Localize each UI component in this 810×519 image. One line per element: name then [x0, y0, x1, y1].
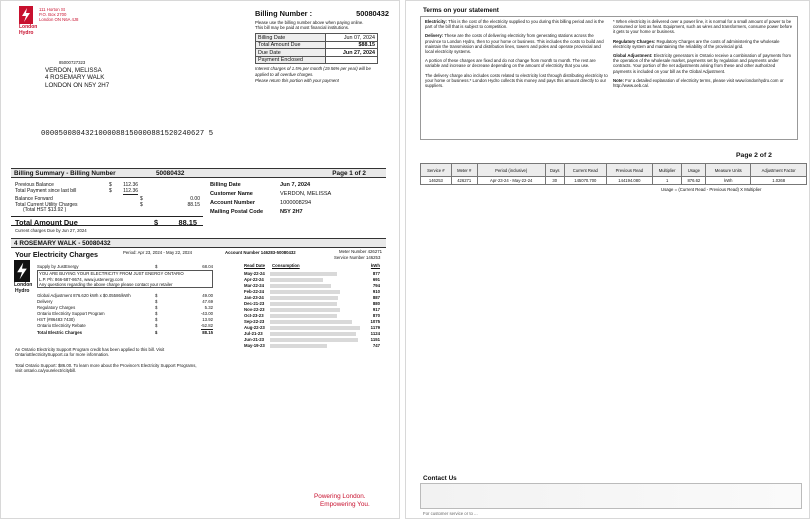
billing-summary-header	[11, 168, 386, 178]
usage-date: Mar-22-24	[244, 283, 265, 288]
billing-summary-table	[255, 33, 378, 64]
billing-number-box	[255, 9, 389, 83]
usage-rows	[244, 271, 384, 351]
page-2-indicator: Page 2 of 2	[736, 152, 772, 159]
chart-header-kwh: kWh	[370, 263, 380, 268]
term-fixed-portion: A portion of these charges are fixed and do not change from month to month. The rest are variable and increase or decrease depending on the amount of electricity that you use.	[425, 58, 596, 69]
institution-note: This bill may be paid at most financial institutions.	[255, 25, 350, 31]
billing-number-label: Billing Number :	[255, 9, 313, 18]
service-address-header: 4 ROSEMARY WALK - 50080432	[11, 238, 386, 248]
usage-date: Jan-23-24	[244, 295, 264, 300]
usage-date: Aug-22-23	[244, 325, 265, 330]
page-indicator: Page 1 of 2	[332, 170, 366, 177]
meter-read-table	[420, 163, 807, 185]
usage-date: Apr-22-24	[244, 277, 264, 282]
charge-line: Delivery $ 47.69	[37, 299, 213, 305]
usage-row	[244, 319, 384, 324]
hst-note: (Total HST $13.92 )	[23, 207, 67, 213]
terms-left-column	[425, 19, 608, 88]
usage-date: May-22-24	[244, 271, 265, 276]
contact-us-title: Contact Us	[423, 475, 457, 482]
term-regulatory: Regulatory Charges: Regulatory Charges are the costs of administering the wholesale electricity system and maintaining the reliability of the provincial grid.	[613, 38, 780, 49]
usage-formula-note: Usage = (Current Read - Previous Read) X Multiplier	[661, 187, 762, 192]
recipient-address: VERDON, MELISSA 4 ROSEMARY WALK LONDON ON N5Y 2H7	[45, 67, 110, 89]
customer-info	[210, 181, 331, 217]
oesp-note: An Ontario Electricity Support Program credit has been applied to this bill. Visit OntarioElectricitySupport.ca for more information.	[15, 347, 165, 358]
usage-row	[244, 343, 384, 348]
usage-kwh: 691	[372, 277, 380, 282]
meter-table-row: 146253 426271 Apr-23-24 - May-22-24 30 145070.700 144194.080 1 876.62 kWh 1.0268	[421, 177, 807, 185]
usage-bar	[270, 290, 340, 294]
usage-row	[244, 295, 384, 300]
term-delivery: Delivery: These are the costs of delivering electricity from generating stations across the province to London Hydro, then to your home or business. This includes the costs to build and maintain the transmission and distribution lines, towers and poles and operate provincial and local electricity systems.	[425, 33, 604, 55]
chart-header-consumption: Consumption	[272, 263, 300, 268]
usage-kwh: 1075	[370, 319, 380, 324]
usage-date: Oct-23-23	[244, 313, 264, 318]
retailer-box: YOU ARE BUYING YOUR ELECTRICITY FROM JUST ENERGY ONTARIO L.P. Ph: 866-587-8674, www.justenergy.com Any questions regarding the above charge please contact your retailer	[37, 270, 213, 288]
usage-kwh: 870	[372, 313, 380, 318]
lightning-icon	[14, 260, 30, 282]
usage-date: Nov-22-23	[244, 307, 265, 312]
balance-summary	[15, 182, 200, 213]
usage-kwh: 887	[372, 295, 380, 300]
account-ref: 85000727323	[59, 60, 86, 65]
billing-number-value: 50080432	[356, 9, 389, 18]
usage-date: Jun-21-23	[244, 337, 265, 342]
service-number: Service Number 146253	[334, 255, 381, 260]
summary-number: 50080432	[156, 170, 185, 177]
usage-row	[244, 313, 384, 318]
usage-row	[244, 301, 384, 306]
balance-forward-row: Balance Forward $ 0.00	[15, 195, 200, 202]
total-amount-due: Total Amount Due $ 88.15	[11, 216, 203, 226]
usage-date: Feb-22-24	[244, 289, 265, 294]
usage-row	[244, 337, 384, 342]
term-global-adjustment: Global Adjustment: Electricity generators in Ontario receive a combination of payments from the operation of the wholesale market, payments set by regulation and payments under contracts. Your portion of the net adjustments arising from these and other authorized payments is included on your bill as the Global Adjustment.	[613, 53, 791, 74]
usage-bar	[270, 314, 337, 318]
usage-row	[244, 277, 384, 282]
terms-box	[420, 16, 798, 140]
usage-kwh: 1124	[370, 331, 380, 336]
usage-row	[244, 325, 384, 330]
usage-bar	[270, 320, 352, 324]
chart-header-date: Read Date	[244, 263, 266, 268]
current-due-note: Current charges Due by Jun 27, 2024	[15, 228, 87, 233]
usage-kwh: 880	[372, 301, 380, 306]
contact-footer: For customer service or to ...	[423, 511, 478, 516]
usage-kwh: 1151	[370, 337, 380, 342]
payment-enclosed-field[interactable]	[326, 56, 378, 64]
lightning-icon	[19, 6, 33, 24]
bill-page-2	[405, 0, 810, 519]
usage-bar	[270, 326, 360, 330]
oesp-total-note: Total Ontario Support: $86.00. To learn more about the Province's Electricity Support Programs, visit ontario.ca/yourelectricitybill.	[15, 363, 197, 374]
term-electricity: Electricity: This is the cost of the electricity supplied to you during this billing period and is the part of the bill that is subject to competition.	[425, 19, 605, 30]
usage-date: Sep-22-23	[244, 319, 265, 324]
charge-line: Regulatory Charges $ 5.32	[37, 305, 213, 311]
logo-text: London Hydro	[19, 24, 38, 36]
usage-kwh: 794	[372, 283, 380, 288]
service-logo: London Hydro	[14, 260, 32, 294]
usage-bar	[270, 272, 337, 276]
usage-bar	[270, 284, 331, 288]
usage-date: Dec-21-23	[244, 301, 265, 306]
usage-row	[244, 307, 384, 312]
scan-line: 0000500804321000088150000881520240627 5	[41, 130, 214, 138]
usage-bar	[270, 278, 323, 282]
terms-title: Terms on your statement	[423, 7, 499, 14]
charge-line: HST (#86483 7430) $ 13.92	[37, 317, 213, 323]
company-address: 111 Horton St P.O. Box 2700 London ON N6A 4J8	[39, 7, 79, 23]
usage-history-chart	[244, 263, 384, 351]
supply-row: Supply by JustEnergy $ 68.04	[37, 264, 213, 269]
usage-date: May-19-23	[244, 343, 265, 348]
summary-title: Billing Summary - Billing Number	[14, 170, 116, 177]
total-electric-row: Total Electric Charges $ 88.15	[37, 329, 213, 335]
interest-note: Interest charges of 1.5% per month (19.56% per year) will be applied to all overdue charges.	[255, 66, 371, 77]
return-note: Please return this portion with your payment	[255, 77, 339, 83]
usage-kwh: 917	[372, 307, 380, 312]
terms-right-column	[613, 19, 793, 88]
tagline: Powering London. Empowering You.	[314, 493, 370, 508]
postal-code-info: Mailing Postal Code N5Y 2H7	[210, 209, 303, 215]
account-number-info: Account Number 1000008294	[210, 200, 312, 206]
usage-bar	[270, 308, 340, 312]
charges-block	[37, 264, 213, 289]
usage-bar	[270, 344, 327, 348]
charge-line: Global Adjustment 876.620 kWh x $0.05586/kWh $ 49.00	[37, 293, 213, 298]
usage-row	[244, 271, 384, 276]
billing-date-row: Billing Date Jun 07, 2024	[256, 34, 378, 42]
customer-name-info: Customer Name VERDON, MELISSA	[210, 191, 332, 197]
service-period: Period: Apr 23, 2024 - May 22, 2024	[123, 250, 193, 255]
meter-table-header: Service # Meter # Period (inclusive) Days Current Read Previous Read Multiplier Usage Measure Units Adjustment Factor	[421, 164, 807, 177]
service-account: Account Number 146283-50080432	[225, 250, 296, 255]
meter-number: Meter Number 426271	[339, 249, 382, 254]
usage-kwh: 747	[372, 343, 380, 348]
usage-kwh: 910	[372, 289, 380, 294]
term-power-loss: * When electricity is delivered over a power line, it is normal for a small amount of power to be consumed or lost as heat. Equipment, such as wires and transformers, consume power before it gets to your home or business.	[613, 19, 793, 35]
usage-kwh: 1179	[370, 325, 380, 330]
usage-bar	[270, 338, 358, 342]
charge-line: Ontario Electricity Support Program $ -43.00	[37, 311, 213, 317]
bill-page-1	[0, 0, 400, 519]
total-due-row: Total Amount Due $88.15	[256, 41, 378, 49]
current-charges-row: Total Current Utility Charges $ 88.15	[15, 201, 200, 208]
usage-row	[244, 289, 384, 294]
term-line-loss: The delivery charge also includes costs related to electricity lost through distributing electricity to your home or business.* London Hydro collects this money and pays this amount directly to our suppliers.	[425, 72, 608, 89]
billing-date-info: Billing Date Jun 7, 2024	[210, 182, 311, 188]
london-hydro-logo	[19, 6, 37, 36]
previous-balance-row: Previous Balance $ 112.36	[15, 182, 138, 188]
usage-bar	[270, 302, 337, 306]
usage-row	[244, 331, 384, 336]
charge-lines	[37, 293, 213, 336]
usage-bar	[270, 296, 338, 300]
payment-enclosed-row: Payment Enclosed	[256, 56, 378, 64]
usage-bar	[270, 332, 356, 336]
electricity-charges-title: Your Electricity Charges	[15, 250, 98, 259]
charge-line: Ontario Electricity Rebate $ -52.82	[37, 323, 213, 329]
term-note: Note: For a detailed explanation of electricity terms, please visit www.londonhydro.com or http://www.oeb.ca/.	[613, 77, 784, 89]
usage-row	[244, 283, 384, 288]
usage-date: Jul-21-23	[244, 331, 263, 336]
total-payment-row: Total Payment since last bill $ 112.36	[15, 187, 138, 194]
contact-us-box	[420, 483, 802, 509]
online-pay-note: Please use the billing number above when paying online.	[255, 20, 364, 25]
due-date-row: Due Date Jun 27, 2024	[256, 49, 378, 57]
usage-kwh: 877	[372, 271, 380, 276]
